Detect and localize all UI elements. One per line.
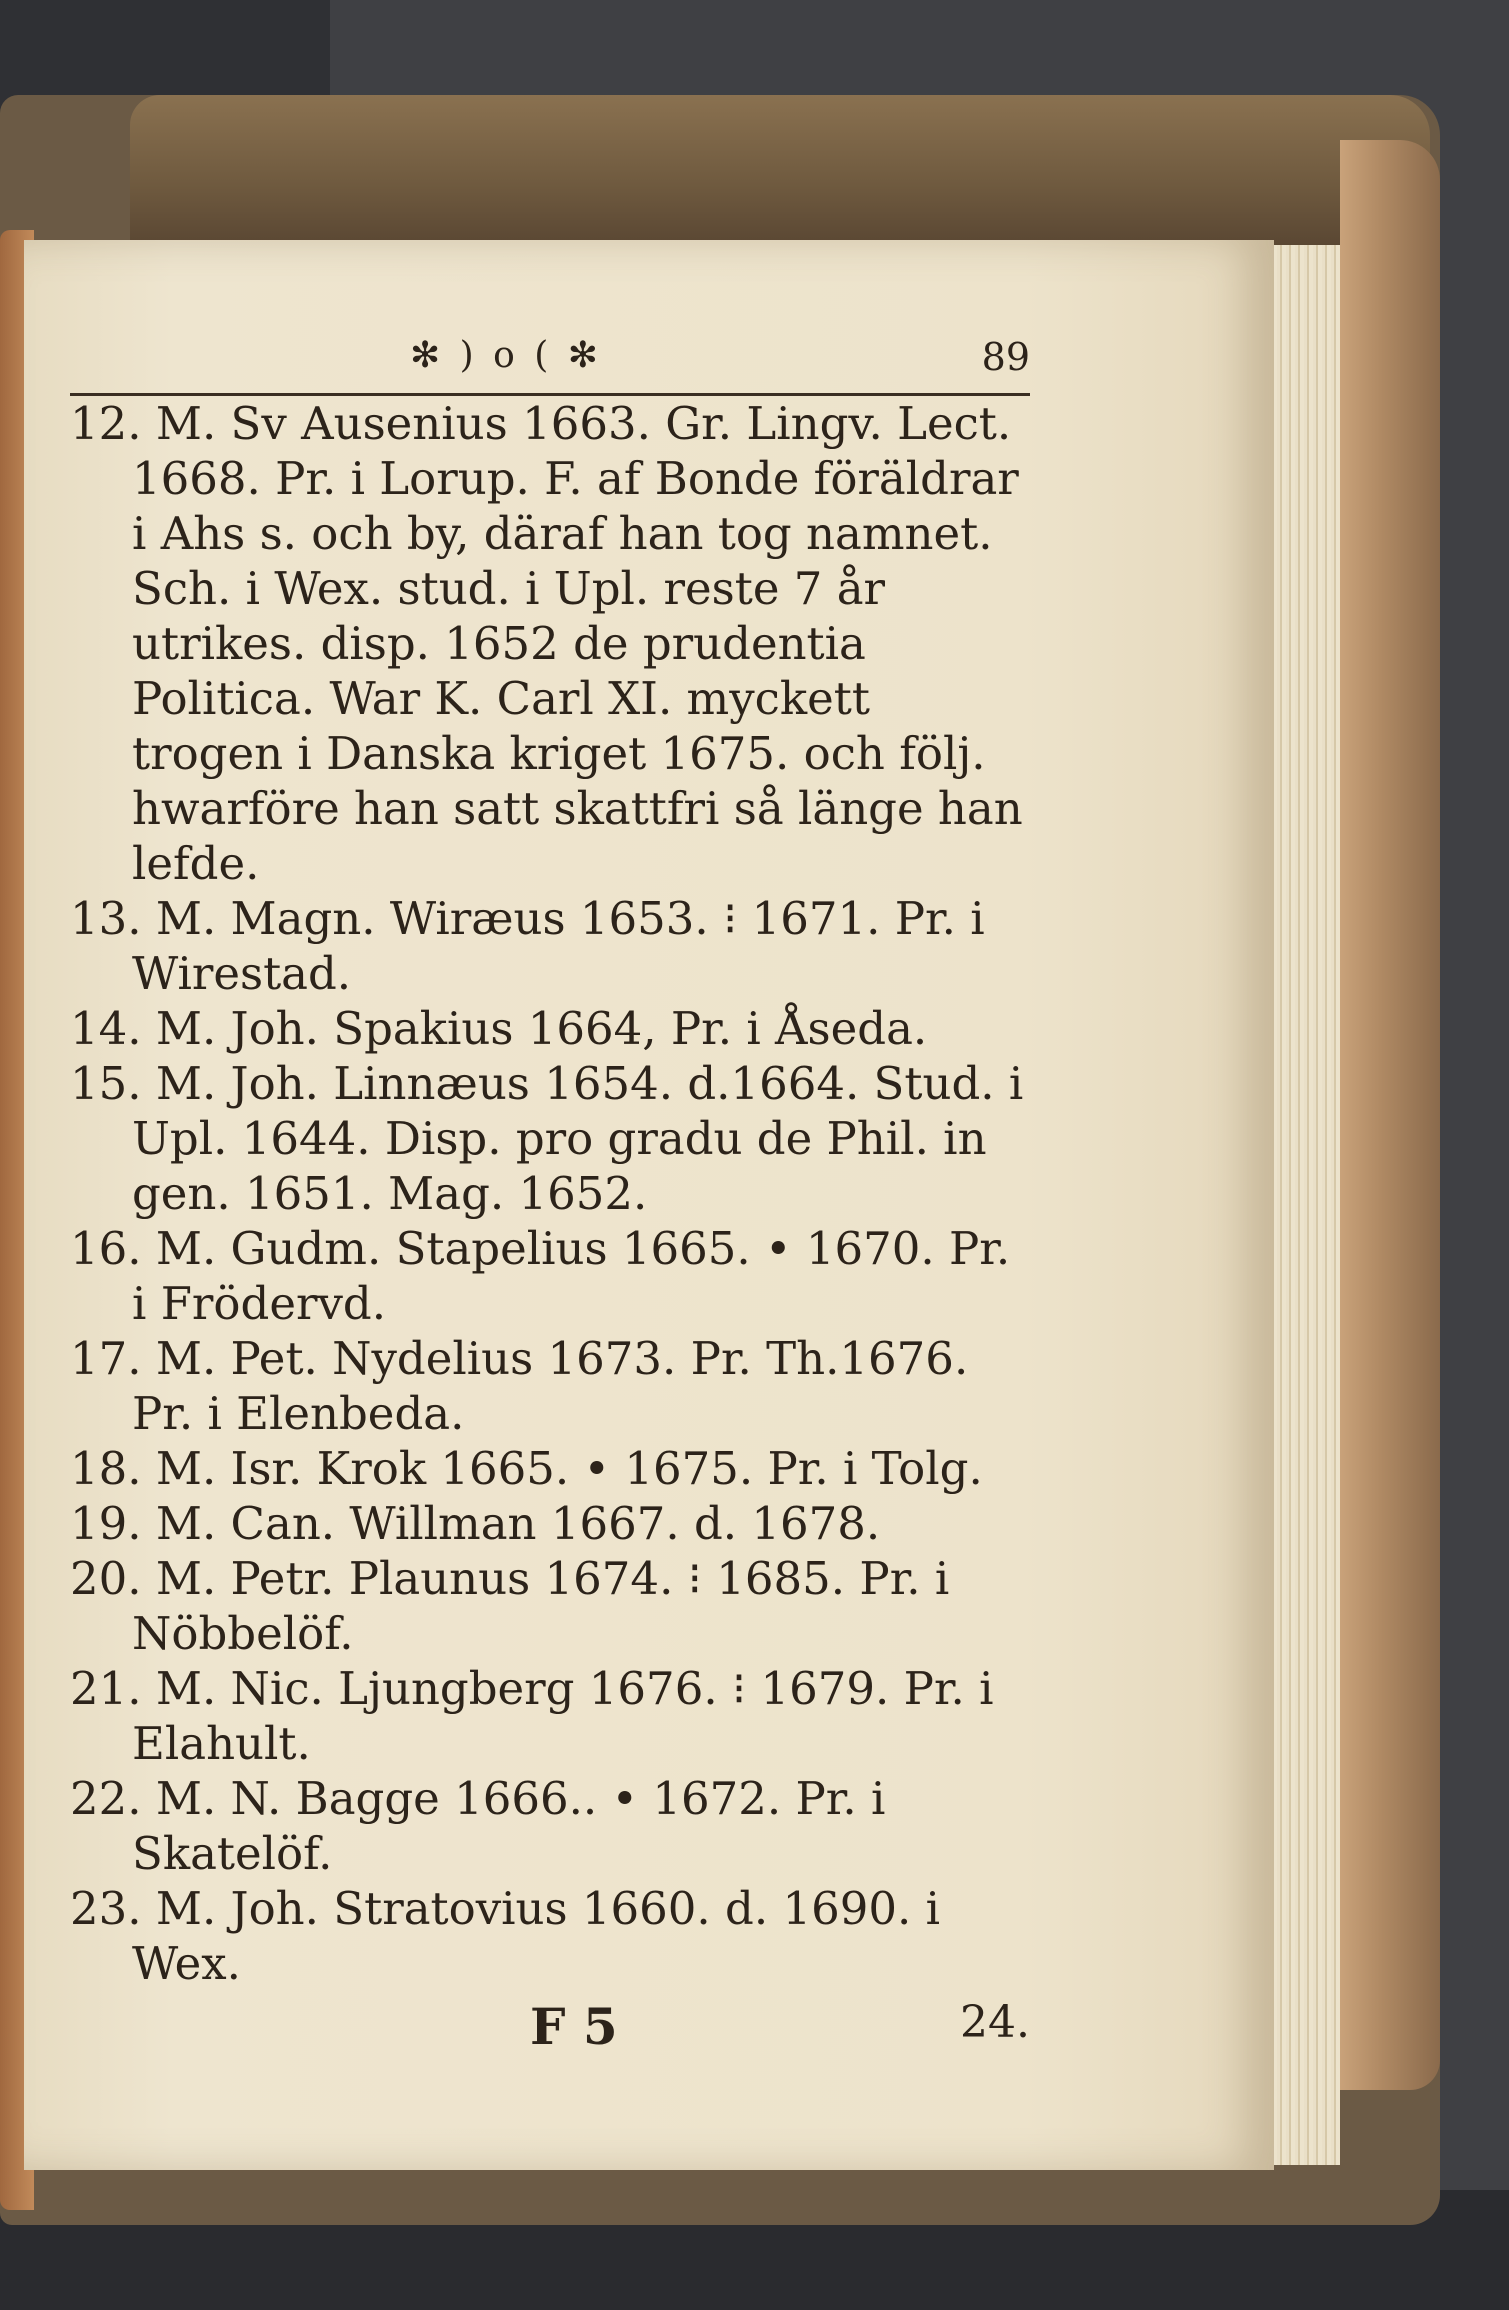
entry-17: 17. M. Pet. Nydelius 1673. Pr. Th.1676. Pr. i Elenbeda. xyxy=(70,1332,969,1440)
entry-16: 16. M. Gudm. Stapelius 1665. • 1670. Pr. i Frödervd. xyxy=(70,1222,1011,1330)
running-header xyxy=(70,335,1030,396)
page-number: 89 xyxy=(981,335,1030,379)
entry-21: 21. M. Nic. Ljungberg 1676. ⁝ 1679. Pr. i Elahult. xyxy=(70,1662,994,1770)
entry-15: 15. M. Joh. Linnæus 1654. d.1664. Stud. i Upl. 1644. Disp. pro gradu de Phil. in gen. 1651. Mag. 1652. xyxy=(70,1057,1024,1220)
entry-18: 18. M. Isr. Krok 1665. • 1675. Pr. i Tolg. xyxy=(70,1442,983,1495)
entry-20: 20. M. Petr. Plaunus 1674. ⁝ 1685. Pr. i Nöbbelöf. xyxy=(70,1552,950,1660)
entry-19: 19. M. Can. Willman 1667. d. 1678. xyxy=(70,1497,881,1550)
entry-22: 22. M. N. Bagge 1666.. • 1672. Pr. i Skatelöf. xyxy=(70,1772,886,1880)
page-text xyxy=(70,335,1030,2057)
entry-14: 14. M. Joh. Spakius 1664, Pr. i Åseda. xyxy=(70,1002,928,1055)
entry-13: 13. M. Magn. Wiræus 1653. ⁝ 1671. Pr. i Wirestad. xyxy=(70,892,985,1000)
book-top-edge xyxy=(130,95,1430,245)
entry-23: 23. M. Joh. Stratovius 1660. d. 1690. i Wex. xyxy=(70,1882,940,1990)
catchword: 24. xyxy=(960,1997,1030,2048)
entry-12: 12. M. Sv Ausenius 1663. Gr. Lingv. Lect. 1668. Pr. i Lorup. F. af Bonde föräldrar i Ahs s. och by, däraf han tog namnet. Sch. i Wex. stud. i Upl. reste 7 år utrikes. disp. 1652 de prudentia Politica. War K. Carl XI. myckett trogen i Danska kriget 1675. och följ. hwarföre han satt skattfri så länge han lefde. xyxy=(70,397,1023,890)
header-ornament: ✻ ) o ( ✻ xyxy=(410,335,602,376)
signature-mark: F 5 xyxy=(530,1997,618,2056)
page-footer xyxy=(70,1997,1030,2057)
book-cover-right xyxy=(1340,140,1440,2090)
